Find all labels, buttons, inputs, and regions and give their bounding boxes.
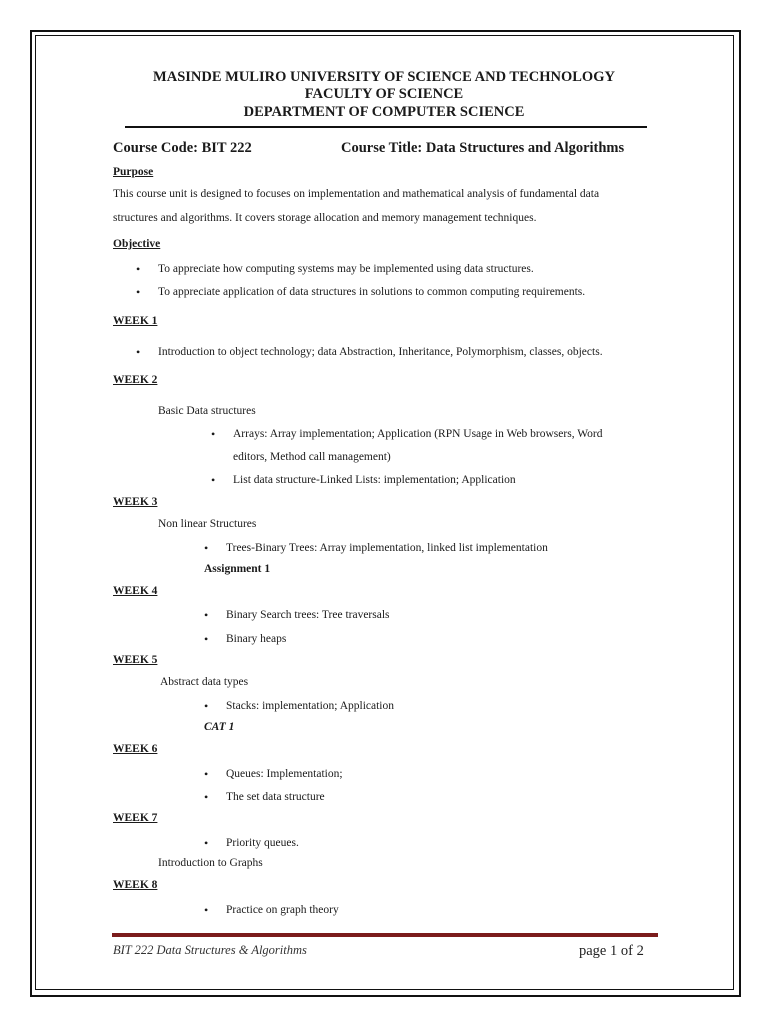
week-8-item: • Practice on graph theory bbox=[226, 904, 339, 916]
week-2-item: • List data structure-Linked Lists: implementation; Application bbox=[233, 474, 516, 486]
week-2-item: • Arrays: Array implementation; Application (RPN Usage in Web browsers, Word bbox=[233, 428, 603, 440]
course-code: Course Code: BIT 222 bbox=[113, 140, 252, 156]
purpose-line-2: structures and algorithms. It covers storage allocation and memory management techniques. bbox=[113, 212, 537, 224]
week-7-subheading: Introduction to Graphs bbox=[158, 857, 263, 869]
week-3-heading: WEEK 3 bbox=[113, 496, 158, 508]
week-5-subheading: Abstract data types bbox=[160, 676, 249, 688]
week-4-item: • Binary Search trees: Tree traversals bbox=[226, 609, 390, 621]
week-5-item: • Stacks: implementation; Application bbox=[226, 700, 394, 712]
cat-note: CAT 1 bbox=[204, 721, 235, 733]
objective-item: • To appreciate application of data structures in solutions to common computing requirements. bbox=[158, 286, 585, 298]
week-2-subheading: Basic Data structures bbox=[158, 405, 256, 417]
page-number: page 1 of 2 bbox=[579, 943, 644, 959]
week-5-heading: WEEK 5 bbox=[113, 654, 158, 666]
week-7-heading: WEEK 7 bbox=[113, 812, 158, 824]
week-1-heading: WEEK 1 bbox=[113, 315, 158, 327]
footer-course-label: BIT 222 Data Structures & Algorithms bbox=[113, 943, 307, 957]
week-7-item: • Priority queues. bbox=[226, 837, 299, 849]
objective-heading: Objective bbox=[113, 238, 161, 250]
assignment-note: Assignment 1 bbox=[204, 563, 271, 575]
header-rule bbox=[125, 126, 647, 128]
purpose-line-1: This course unit is designed to focuses on implementation and mathematical analysis of fundamental data bbox=[113, 188, 600, 200]
week-4-item: • Binary heaps bbox=[226, 633, 286, 645]
footer-rule bbox=[112, 933, 658, 937]
objective-item: • To appreciate how computing systems may be implemented using data structures. bbox=[158, 263, 534, 275]
week-1-item: • Introduction to object technology; data Abstraction, Inheritance, Polymorphism, classes, objects. bbox=[158, 346, 603, 358]
faculty-name: FACULTY OF SCIENCE bbox=[304, 86, 464, 102]
week-4-heading: WEEK 4 bbox=[113, 585, 158, 597]
week-3-subheading: Non linear Structures bbox=[158, 518, 257, 530]
week-6-item: • Queues: Implementation; bbox=[226, 768, 343, 780]
week-3-item: • Trees-Binary Trees: Array implementation, linked list implementation bbox=[226, 542, 548, 554]
purpose-heading: Purpose bbox=[113, 166, 154, 178]
week-6-item: • The set data structure bbox=[226, 791, 325, 803]
week-6-heading: WEEK 6 bbox=[113, 743, 158, 755]
week-2-item-continued: editors, Method call management) bbox=[233, 451, 391, 463]
week-8-heading: WEEK 8 bbox=[113, 879, 158, 891]
department-name: DEPARTMENT OF COMPUTER SCIENCE bbox=[243, 104, 525, 120]
week-2-heading: WEEK 2 bbox=[113, 374, 158, 386]
course-title: Course Title: Data Structures and Algorithms bbox=[341, 140, 625, 156]
page-border-inner bbox=[35, 35, 734, 990]
university-name: MASINDE MULIRO UNIVERSITY OF SCIENCE AND TECHNOLOGY bbox=[153, 69, 615, 85]
